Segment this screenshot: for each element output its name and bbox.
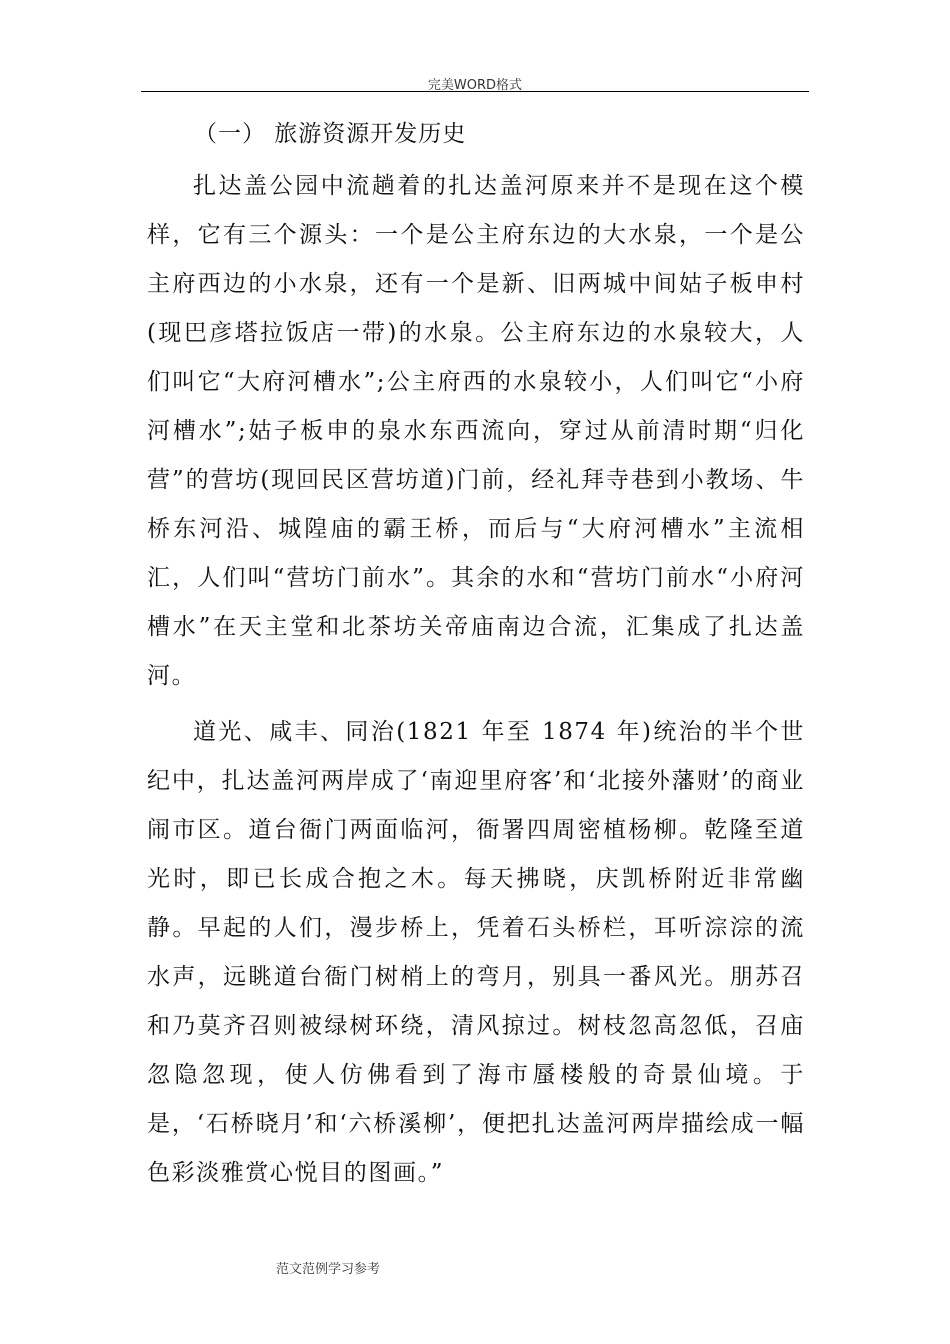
header-divider [141,91,809,92]
body-paragraph: 道光、咸丰、同治(1821 年至 1874 年)统治的半个世纪中，扎达盖河两岸成了‘南迎里府客’和‘北接外藩财’的商业闹市区。道台衙门两面临河，衙署四周密植杨柳。乾隆至道光时，即已长成合抱之木。每天拂晓，庆凯桥附近非常幽静。早起的人们，漫步桥上，凭着石头桥栏，耳听淙淙的流水声，远眺道台衙门树梢上的弯月，别具一番风光。朋苏召和乃莫齐召则被绿树环绕，清风掠过。树枝忽高忽低，召庙忽隐忽现，使人仿佛看到了海市蜃楼般的奇景仙境。于是，‘石桥晓月’和‘六桥溪柳’，便把扎达盖河两岸描绘成一幅色彩淡雅赏心悦目的图画。” [147,719,805,1186]
body-paragraph: 扎达盖公园中流趟着的扎达盖河原来并不是现在这个模样，它有三个源头：一个是公主府东边的大水泉，一个是公主府西边的小水泉，还有一个是新、旧两城中间姑子板申村(现巴彦塔拉饭店一带)的水泉。公主府东边的水泉较大，人们叫它“大府河槽水”;公主府西的水泉较小，人们叫它“小府河槽水”;姑子板申的泉水东西流向，穿过从前清时期“归化营”的营坊(现回民区营坊道)门前，经礼拜寺巷到小教场、牛桥东河沿、城隍庙的霸王桥，而后与“大府河槽水”主流相汇，人们叫“营坊门前水”。其余的水和“营坊门前水“小府河槽水”在天主堂和北茶坊关帝庙南边合流，汇集成了扎达盖河。 [147,173,805,689]
page-header-title: 完美WORD格式 [427,78,523,93]
page-footer-text: 范文范例学习参考 [276,1262,381,1277]
section-heading: （一） 旅游资源开发历史 [194,121,467,147]
